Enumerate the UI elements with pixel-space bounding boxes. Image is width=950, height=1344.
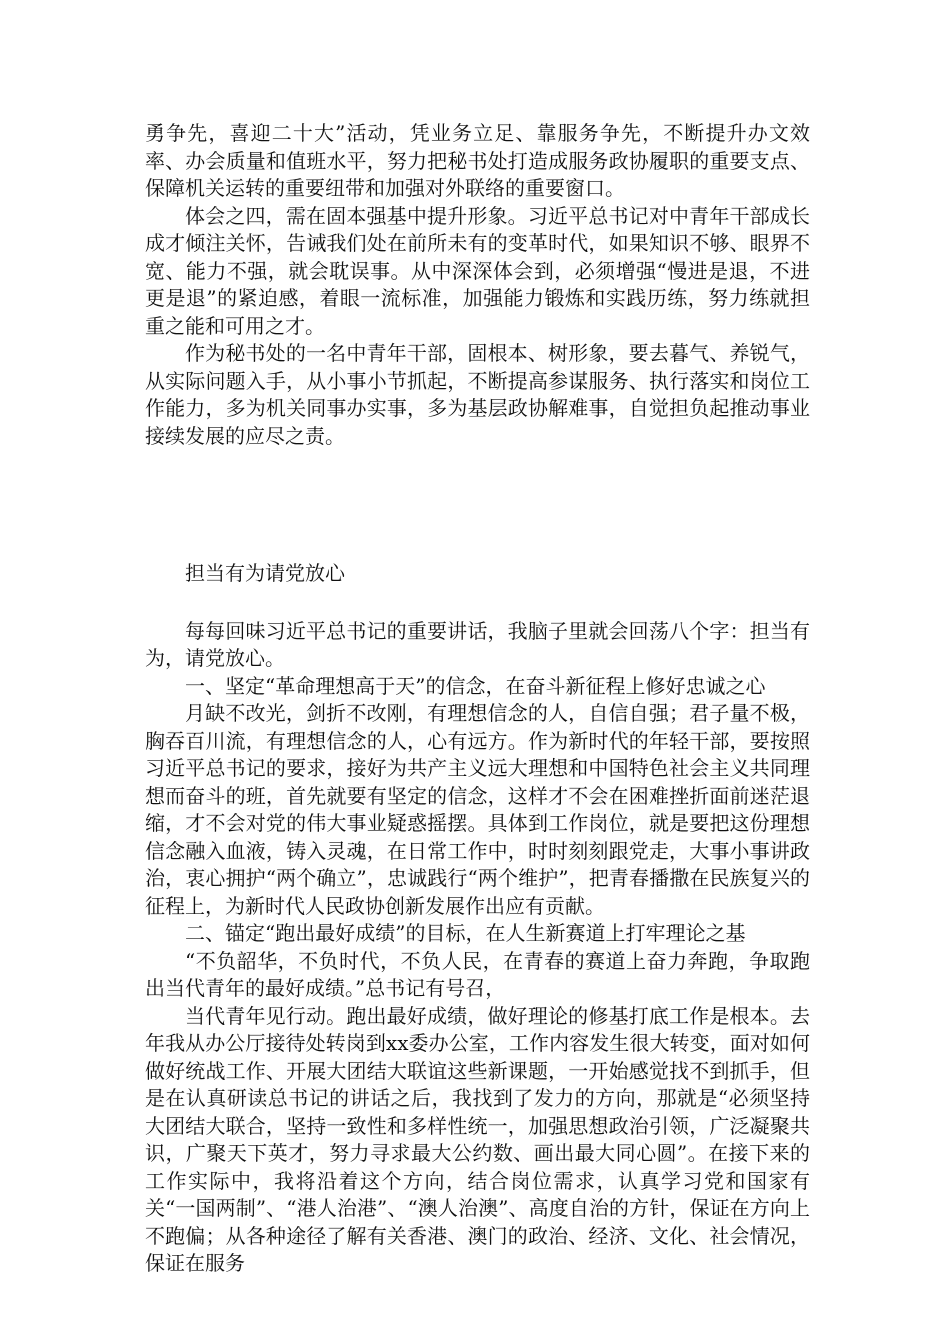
heading-1: 一、坚定“革命理想高于天”的信念，在奋斗新征程上修好忠诚之心 <box>185 673 766 698</box>
paragraph: 作为秘书处的一名中青年干部，固根本、树形象，要去暮气、养锐气，从实际问题入手，从小事小节抓起，不断提高参谋服务、执行落实和岗位工作能力，多为机关同事办实事，多为基层政协解难事，自觉担负起推动事业接续发展的应尽之责。 <box>145 341 810 448</box>
paragraph: 月缺不改光，剑折不改刚，有理想信念的人，自信自强；君子量不极，胸吞百川流，有理想信念的人，心有远方。作为新时代的年轻干部，要按照习近平总书记的要求，接好为共产主义远大理想和中国特色社会主义共同理想而奋斗的班，首先就要有坚定的信念，这样才不会在困难挫折面前迷茫退缩，才不会对党的伟大事业疑惑摇摆。具体到工作岗位，就是要把这份理想信念融入血液，铸入灵魂，在日常工作中，时时刻刻跟党走，大事小事讲政治，衷心拥护“两个确立”，忠诚践行“两个维护”，把青春播撒在民族复兴的征程上，为新时代人民政协创新发展作出应有贡献。 <box>145 701 810 918</box>
paragraph: 勇争先，喜迎二十大”活动，凭业务立足、靠服务争先，不断提升办文效率、办会质量和值班水平，努力把秘书处打造成服务政协履职的重要支点、保障机关运转的重要纽带和加强对外联络的重要窗口。 <box>145 121 810 200</box>
paragraph: 每每回味习近平总书记的重要讲话，我脑子里就会回荡八个字：担当有为，请党放心。 <box>145 618 810 670</box>
section-spacer <box>145 450 810 560</box>
paragraph: 体会之四，需在固本强基中提升形象。习近平总书记对中青年干部成长成才倾注关怀，告诫我们处在前所未有的变革时代，如果知识不够、眼界不宽、能力不强，就会耽误事。从中深深体会到，必须增强“慢进是退，不进更是退”的紧迫感，着眼一流标准，加强能力锻炼和实践历练，努力练就担重之能和可用之才。 <box>145 203 810 338</box>
heading-2: 二、锚定“跑出最好成绩”的目标，在人生新赛道上打牢理论之基 <box>185 921 746 945</box>
section-spacer <box>145 588 810 618</box>
section-title: 担当有为请党放心 <box>185 561 345 585</box>
paragraph: 当代青年见行动。跑出最好成绩，做好理论的修基打底工作是根本。去年我从办公厅接待处转岗到xx委办公室，工作内容发生很大转变，面对如何做好统战工作、开展大团结大联谊这些新课题，一开始感觉找不到抓手，但是在认真研读总书记的讲话之后，我找到了发力的方向，那就是“必须坚持大团结大联合，坚持一致性和多样性统一，加强思想政治引领，广泛凝聚共识，广聚天下英才，努力寻求最大公约数、画出最大同心圆”。在接下来的工作实际中，我将沿着这个方向，结合岗位需求，认真学习党和国家有关“一国两制”、“港人治港”、“澳人治澳”、高度自治的方针，保证在方向上不跑偏；从各种途径了解有关香港、澳门的政治、经济、文化、社会情况，保证在服务 <box>145 1003 810 1275</box>
quote-paragraph: “不负韶华，不负时代，不负人民，在青春的赛道上奋力奔跑，争取跑出当代青年的最好成绩。”总书记有号召， <box>145 948 810 1000</box>
document-body <box>145 120 810 1278</box>
